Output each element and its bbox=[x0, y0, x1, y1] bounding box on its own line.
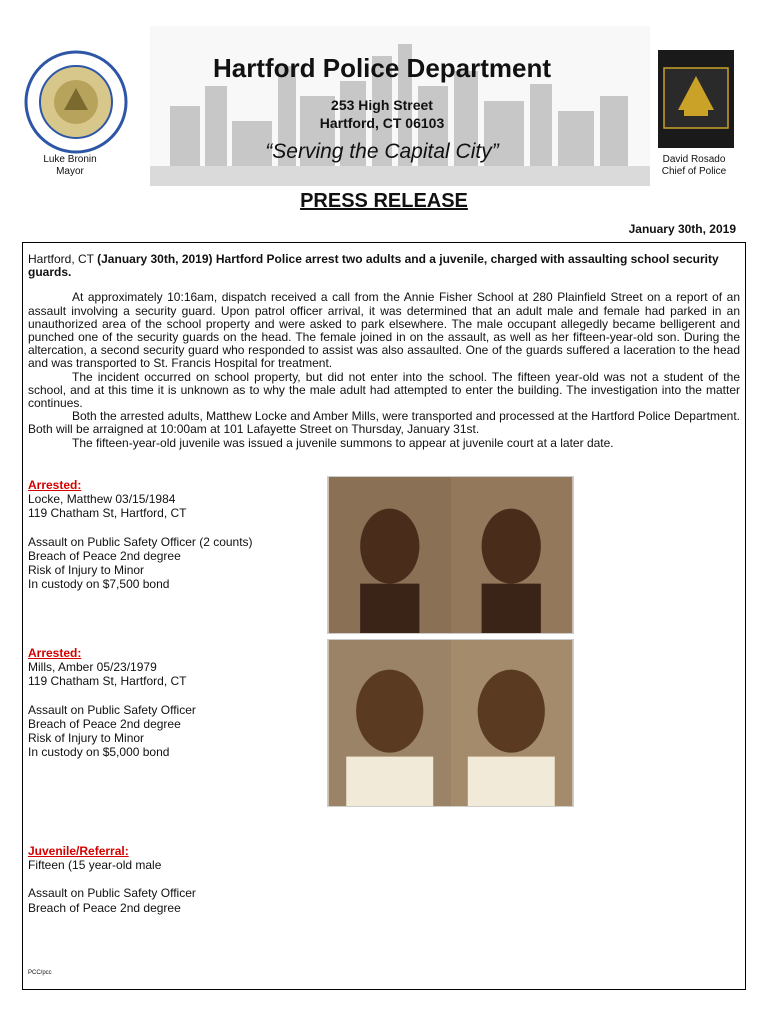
name-dob: Locke, Matthew 03/15/1984 bbox=[28, 492, 176, 507]
footer-initials: PCC/pcc bbox=[28, 970, 52, 976]
mayor-caption bbox=[22, 154, 118, 178]
address: 119 Chatham St, Hartford, CT bbox=[28, 506, 187, 521]
address-line-2: Hartford, CT 06103 bbox=[319, 115, 445, 131]
arrest-entry-locke bbox=[28, 478, 253, 591]
mayor-title: Mayor bbox=[56, 166, 84, 177]
charge: Assault on Public Safety Officer (2 counts) bbox=[28, 534, 253, 549]
mugshot-mills bbox=[327, 639, 574, 807]
letterhead bbox=[22, 26, 746, 188]
chief-caption bbox=[642, 154, 746, 178]
juvenile-entry bbox=[28, 844, 196, 915]
chief-name: David Rosado bbox=[662, 154, 726, 165]
headline bbox=[28, 253, 740, 279]
police-badge-logo bbox=[658, 50, 734, 148]
arrest-entry-mills bbox=[28, 646, 196, 759]
paragraph-1: At approximately 10:16am, dispatch received a call from the Annie Fisher School at 280 Plainfield Street on a report of an assault involving a security guard. Upon patrol officer arrival, it was determined that an adult male and female had parked in an unauthorized area of the school property and were asked to park elsewhere. The male occupant allegedly became belligerent and punched one of the security guards on the head. The female joined in on the assault, as well as her fifteen-year-old son. During the altercation, a second security guard who responded to assist was also assaulted. One of the guards suffered a laceration to the head and was transported to St. Francis Hospital for treatment. bbox=[28, 290, 740, 371]
charge: Assault on Public Safety Officer bbox=[28, 886, 196, 901]
name-dob: Mills, Amber 05/23/1979 bbox=[28, 660, 157, 675]
bond: In custody on $7,500 bond bbox=[28, 577, 170, 592]
juvenile-description: Fifteen (15 year-old male bbox=[28, 858, 162, 873]
release-text bbox=[28, 253, 740, 450]
arrested-label: Arrested: bbox=[28, 646, 82, 660]
chief-title: Chief of Police bbox=[661, 166, 727, 177]
paragraph-2: The incident occurred on school property, but did not enter into the school. The fifteen year-old was not a student of the school, and at this time it is unknown as to why the male adult had attempted to enter the building. The investigation into the matter continues. bbox=[28, 369, 740, 411]
arrested-label: Arrested: bbox=[28, 478, 82, 492]
department-title: Hartford Police Department bbox=[212, 53, 552, 83]
release-date: January 30th, 2019 bbox=[628, 222, 736, 236]
mugshot-locke bbox=[327, 476, 574, 634]
motto: “Serving the Capital City” bbox=[265, 140, 499, 163]
narrative bbox=[28, 291, 740, 449]
city-seal-logo bbox=[24, 50, 128, 154]
headline-bold: (January 30th, 2019) Hartford Police arrest two adults and a juvenile, charged with assaulting school security guards. bbox=[28, 252, 719, 280]
release-body-box bbox=[22, 242, 746, 990]
mayor-name: Luke Bronin bbox=[43, 154, 97, 165]
bond: In custody on $5,000 bond bbox=[28, 745, 170, 760]
press-release-title: PRESS RELEASE bbox=[300, 190, 468, 212]
charge: Risk of Injury to Minor bbox=[28, 563, 145, 578]
address-line-1: 253 High Street bbox=[331, 97, 433, 113]
charge: Breach of Peace 2nd degree bbox=[28, 716, 181, 731]
charge: Assault on Public Safety Officer bbox=[28, 702, 196, 717]
charge: Risk of Injury to Minor bbox=[28, 731, 145, 746]
paragraph-3: Both the arrested adults, Matthew Locke and Amber Mills, were transported and processed at the Hartford Police Department. Both will be arraigned at 10:00am at 101 Lafayette Street on Thursday, January 31st. bbox=[28, 409, 740, 437]
paragraph-4: The fifteen-year-old juvenile was issued a juvenile summons to appear at juvenile court at a later date. bbox=[72, 435, 614, 450]
dateline: Hartford, CT bbox=[28, 252, 98, 266]
juvenile-label: Juvenile/Referral: bbox=[28, 844, 129, 858]
address: 119 Chatham St, Hartford, CT bbox=[28, 674, 187, 689]
charge: Breach of Peace 2nd degree bbox=[28, 548, 181, 563]
charge: Breach of Peace 2nd degree bbox=[28, 900, 181, 915]
